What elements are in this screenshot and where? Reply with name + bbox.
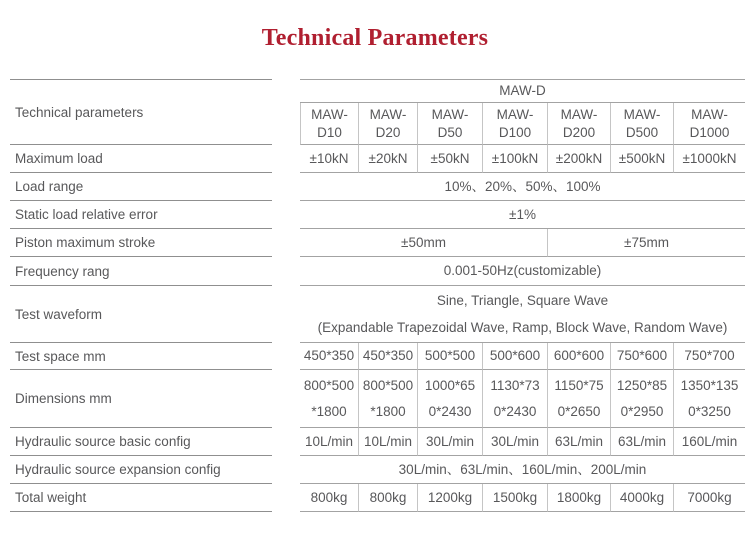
cell-hydraulic-basic-d1000: 160L/min xyxy=(673,428,745,456)
row-label-piston-stroke: Piston maximum stroke xyxy=(10,229,272,257)
row-label-hydraulic-expansion: Hydraulic source expansion config xyxy=(10,456,272,484)
row-label-dimensions: Dimensions mm xyxy=(10,370,272,428)
cell-load-range: 10%、20%、50%、100% xyxy=(300,173,745,201)
cell-hydraulic-basic-d100: 30L/min xyxy=(482,428,547,456)
cell-test-space-d200: 600*600 xyxy=(547,343,610,370)
row-label-hydraulic-basic: Hydraulic source basic config xyxy=(10,428,272,456)
model-header-maw-d20: MAW- D20 xyxy=(358,103,417,145)
cell-max-load-d50: ±50kN xyxy=(417,145,482,173)
cell-max-load-d10: ±10kN xyxy=(300,145,358,173)
model-header-maw-d10: MAW- D10 xyxy=(300,103,358,145)
model-header-maw-d50: MAW- D50 xyxy=(417,103,482,145)
row-label-frequency: Frequency rang xyxy=(10,257,272,286)
cell-hydraulic-basic-d10: 10L/min xyxy=(300,428,358,456)
row-label-load-range: Load range xyxy=(10,173,272,201)
cell-total-weight-d20: 800kg xyxy=(358,484,417,512)
cell-piston-stroke-left: ±50mm xyxy=(300,229,547,257)
cell-max-load-d100: ±100kN xyxy=(482,145,547,173)
cell-frequency: 0.001-50Hz(customizable) xyxy=(300,257,745,286)
cell-total-weight-d500: 4000kg xyxy=(610,484,673,512)
cell-total-weight-d50: 1200kg xyxy=(417,484,482,512)
cell-max-load-d500: ±500kN xyxy=(610,145,673,173)
cell-test-space-d500: 750*600 xyxy=(610,343,673,370)
cell-test-space-d20: 450*350 xyxy=(358,343,417,370)
cell-dimensions-d10: 800*500 *1800 xyxy=(300,370,358,428)
cell-test-space-d100: 500*600 xyxy=(482,343,547,370)
cell-max-load-d200: ±200kN xyxy=(547,145,610,173)
cell-total-weight-d1000: 7000kg xyxy=(673,484,745,512)
cell-dimensions-d20: 800*500 *1800 xyxy=(358,370,417,428)
cell-total-weight-d100: 1500kg xyxy=(482,484,547,512)
row-label-total-weight: Total weight xyxy=(10,484,272,512)
cell-dimensions-d500: 1250*85 0*2950 xyxy=(610,370,673,428)
cell-test-space-d10: 450*350 xyxy=(300,343,358,370)
row-label-waveform: Test waveform xyxy=(10,286,272,343)
cell-test-space-d1000: 750*700 xyxy=(673,343,745,370)
page-title: Technical Parameters xyxy=(261,25,489,51)
row-label-technical-parameters: Technical parameters xyxy=(10,79,272,145)
cell-hydraulic-basic-d20: 10L/min xyxy=(358,428,417,456)
model-header-maw-d1000: MAW- D1000 xyxy=(673,103,745,145)
cell-hydraulic-basic-d200: 63L/min xyxy=(547,428,610,456)
cell-hydraulic-basic-d50: 30L/min xyxy=(417,428,482,456)
specs-table xyxy=(10,79,745,512)
cell-max-load-d20: ±20kN xyxy=(358,145,417,173)
cell-test-space-d50: 500*500 xyxy=(417,343,482,370)
model-header-maw-d500: MAW- D500 xyxy=(610,103,673,145)
model-header-maw-d200: MAW- D200 xyxy=(547,103,610,145)
cell-dimensions-d1000: 1350*135 0*3250 xyxy=(673,370,745,428)
series-group-header: MAW-D xyxy=(300,79,745,103)
row-label-maximum-load: Maximum load xyxy=(10,145,272,173)
cell-static-error: ±1% xyxy=(300,201,745,229)
cell-hydraulic-expansion: 30L/min、63L/min、160L/min、200L/min xyxy=(300,456,745,484)
cell-waveform: Sine, Triangle, Square Wave (Expandable Trapezoidal Wave, Ramp, Block Wave, Random Wave) xyxy=(300,286,745,343)
cell-total-weight-d10: 800kg xyxy=(300,484,358,512)
model-header-maw-d100: MAW- D100 xyxy=(482,103,547,145)
cell-total-weight-d200: 1800kg xyxy=(547,484,610,512)
cell-max-load-d1000: ±1000kN xyxy=(673,145,745,173)
cell-dimensions-d100: 1130*73 0*2430 xyxy=(482,370,547,428)
cell-dimensions-d50: 1000*65 0*2430 xyxy=(417,370,482,428)
row-label-static-error: Static load relative error xyxy=(10,201,272,229)
cell-piston-stroke-right: ±75mm xyxy=(547,229,745,257)
row-label-test-space: Test space mm xyxy=(10,343,272,370)
cell-dimensions-d200: 1150*75 0*2650 xyxy=(547,370,610,428)
cell-hydraulic-basic-d500: 63L/min xyxy=(610,428,673,456)
